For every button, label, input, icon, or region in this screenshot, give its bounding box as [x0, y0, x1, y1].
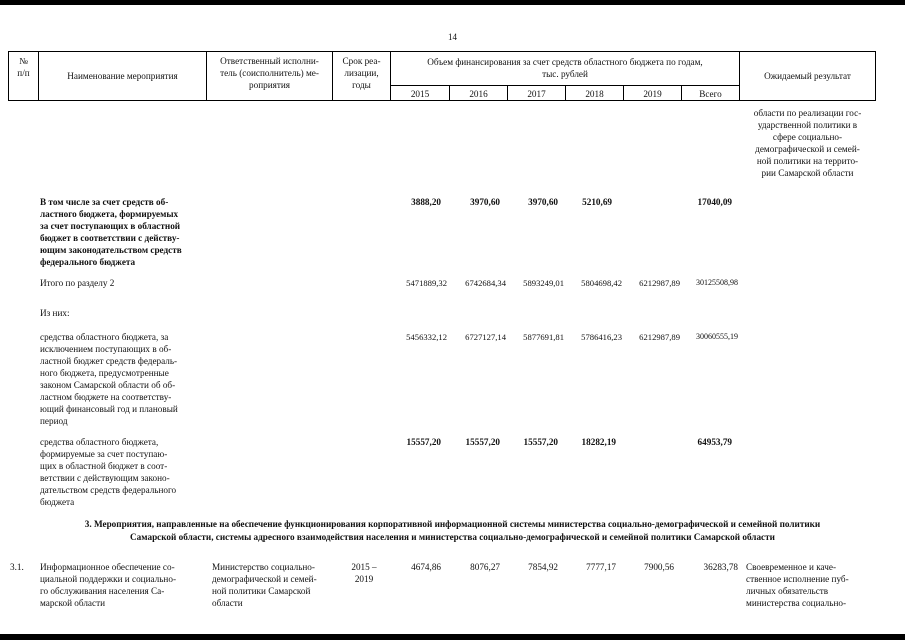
row-label: средства областного бюджета, формируемые за счет поступаю- щих в областной бюджет в соот- ветствии с действующим законо- дательством средств федерального бюджета	[40, 437, 177, 507]
header-term: Срок реа- лизации, годы	[342, 56, 381, 90]
row-value: 5893249,01	[523, 278, 564, 288]
row-value: 30060555,19	[696, 332, 738, 341]
row-value: 6212987,89	[639, 332, 680, 342]
bottom-border	[0, 634, 905, 640]
item-number: 3.1.	[10, 562, 24, 572]
item-value: 4674,86	[411, 562, 441, 572]
row-value: 15557,20	[406, 437, 441, 447]
row-value: 5786416,23	[581, 332, 622, 342]
row-value: 5877691,81	[523, 332, 564, 342]
item-responsible: Министерство социально- демографической и семей- ной политики Самарской области	[212, 562, 317, 608]
item-term: 2015 – 2019	[351, 562, 377, 584]
row-value: 6212987,89	[639, 278, 680, 288]
vline	[875, 51, 876, 101]
row-value: 64953,79	[697, 437, 732, 447]
row-value: 3970,60	[470, 197, 500, 207]
row-value: 6742684,34	[465, 278, 506, 288]
row-label: Из них:	[40, 308, 70, 318]
result-continued: области по реализации гос- ударственной политики в сфере социально- демографической и семей- ной политики на террито- рии Самарской области	[753, 108, 862, 178]
header-funding: Объем финансирования за счет средств областного бюджета по годам, тыс. рублей	[427, 57, 703, 79]
header-year-2016: 2016	[469, 89, 488, 99]
item-value: 7900,56	[644, 562, 674, 572]
row-value: 30125508,98	[696, 278, 738, 287]
row-value: 3888,20	[411, 197, 441, 207]
item-name: Информационное обеспечение со- циальной поддержки и социально- го обслуживания населения Са- марской области	[40, 562, 177, 608]
header-year-2018: 2018	[585, 89, 604, 99]
header-bottom-line	[8, 100, 875, 101]
row-label: Итого по разделу 2	[40, 278, 115, 288]
row-value: 18282,19	[581, 437, 616, 447]
row-value: 5210,69	[582, 197, 612, 207]
header-name: Наименование мероприятия	[67, 71, 178, 81]
row-value: 6727127,14	[465, 332, 506, 342]
top-border	[0, 0, 905, 5]
item-value: 36283,78	[703, 562, 738, 572]
section-3-heading: 3. Мероприятия, направленные на обеспечение функционирования корпоративной информационной системы министерства социально-демографической и семейной политики Самарской области, системы адресного взаимодействия населения и министерства социально-демографической и семейной политики Самарской области	[84, 519, 821, 542]
header-result: Ожидаемый результат	[764, 71, 851, 81]
item-value: 7854,92	[528, 562, 558, 572]
page-number: 14	[448, 32, 457, 42]
row-label: В том числе за счет средств об- ластного бюджета, формируемых за счет поступающих в областной бюджет в соответствии с действу- ющим законодательством средств федерального бюджета	[40, 197, 182, 267]
row-value: 5804698,42	[581, 278, 622, 288]
header-num: № п/п	[17, 56, 30, 78]
item-result: Своевременное и каче- ственное исполнение пуб- личных обязательств министерства социально-	[746, 562, 849, 608]
header-year-2015: 2015	[410, 89, 430, 99]
row-value: 17040,09	[697, 197, 732, 207]
row-value: 5471889,32	[406, 278, 447, 288]
row-value: 3970,60	[528, 197, 558, 207]
header-year-2019: 2019	[643, 89, 662, 99]
header-top-line	[8, 51, 875, 52]
row-value: 15557,20	[465, 437, 500, 447]
row-label: средства областного бюджета, за исключением поступающих в об- ластной бюджет средств федераль- ного бюджета, предусмотренные законом Самарской области об об- ластном бюджете на соответству- ющий финансовый год и плановый период	[40, 332, 178, 426]
header-year-2017: 2017	[527, 89, 546, 99]
header-responsible: Ответственный исполни- тель (соисполнитель) ме- роприятия	[220, 56, 319, 90]
item-value: 7777,17	[586, 562, 616, 572]
row-value: 15557,20	[523, 437, 558, 447]
row-value: 5456332,12	[406, 332, 447, 342]
item-value: 8076,27	[470, 562, 500, 572]
header-total: Всего	[699, 89, 722, 99]
